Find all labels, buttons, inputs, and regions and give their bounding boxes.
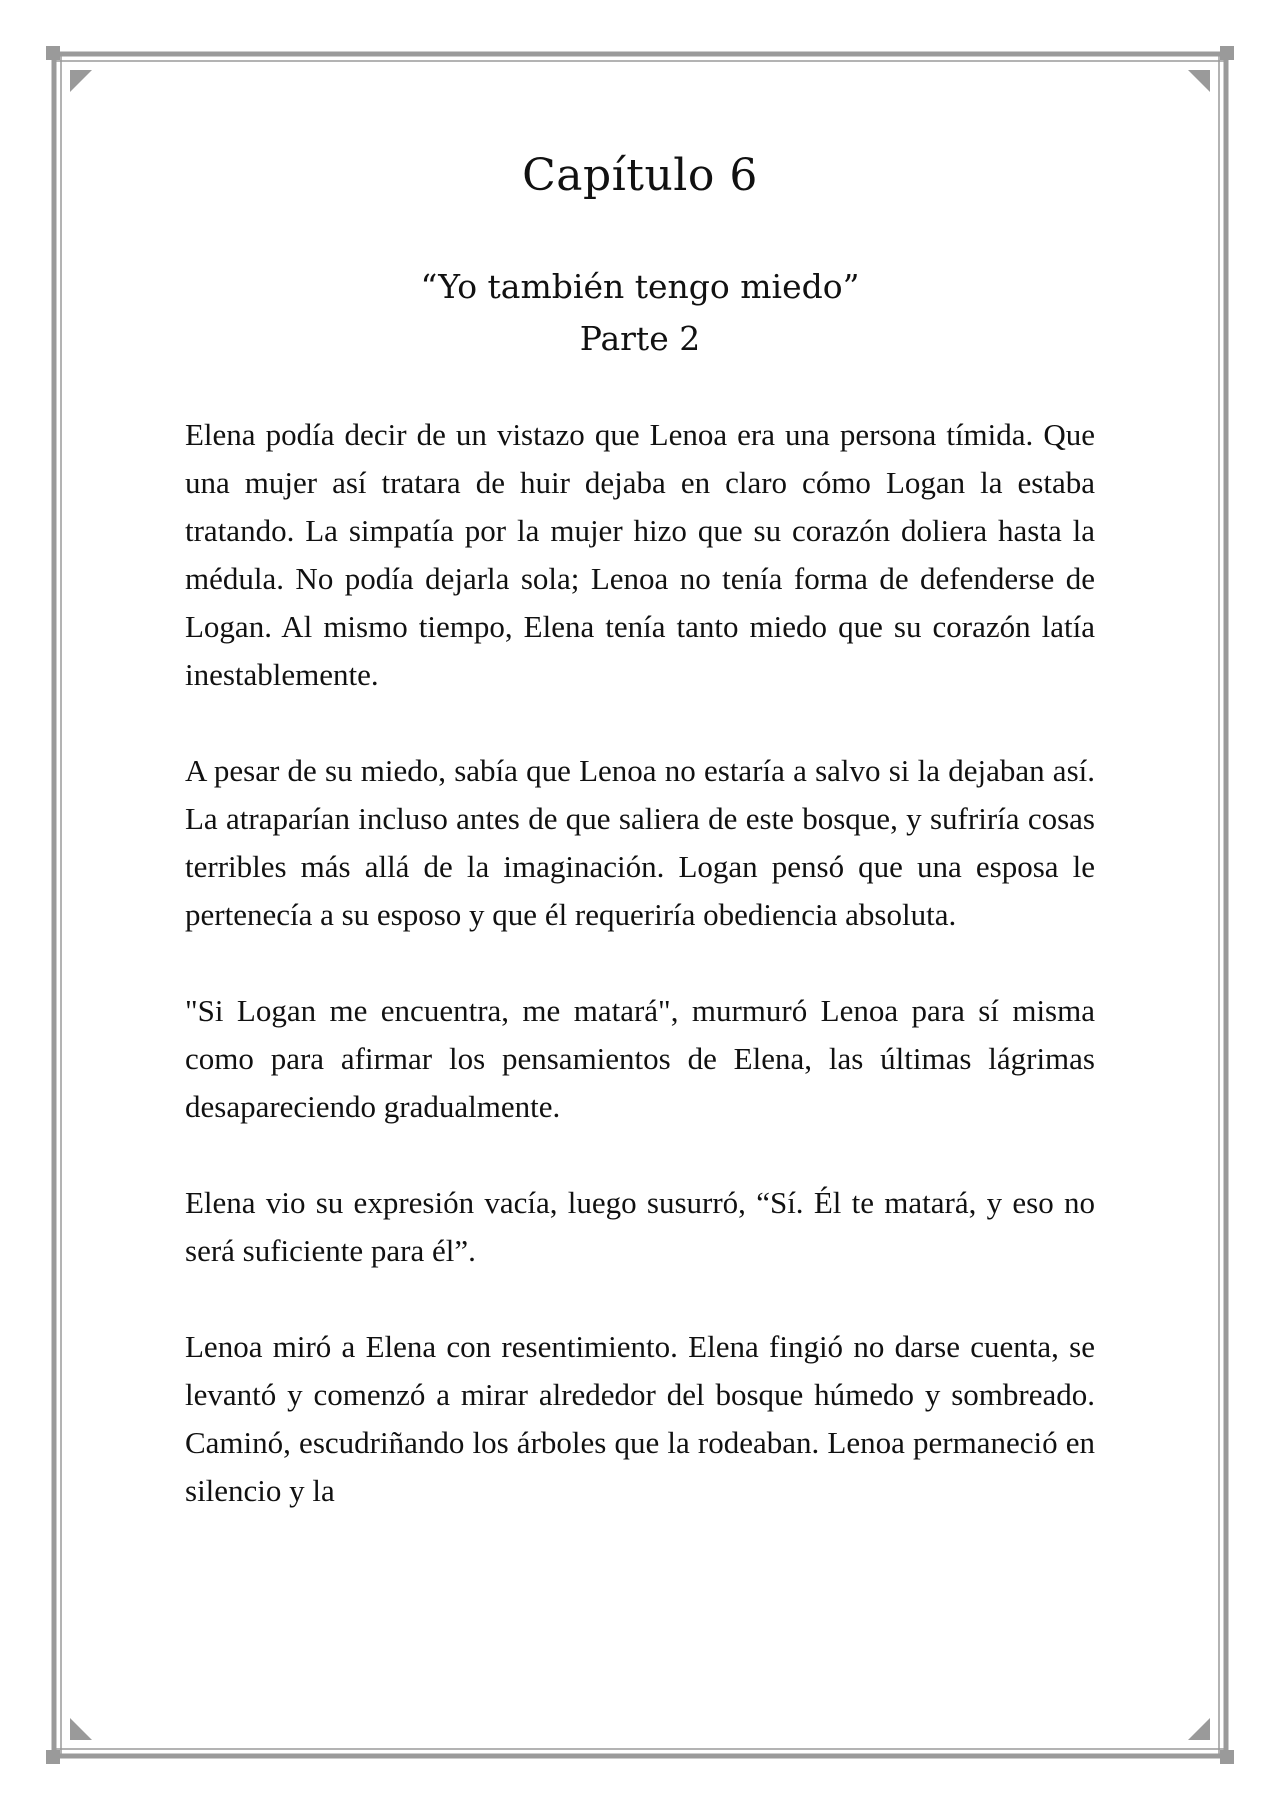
paragraph: "Si Logan me encuentra, me matará", murmuró Lenoa para sí misma como para afirmar los pensamientos de Elena, las últimas lágrimas desapareciendo gradualmente. bbox=[185, 992, 1095, 1124]
paragraph: A pesar de su miedo, sabía que Lenoa no estaría a salvo si la dejaban así. La atraparían incluso antes de que saliera de este bosque, y sufriría cosas terribles más allá de la imaginación. Logan pensó que una esposa le pertenecía a su esposo y que él requeriría obediencia absoluta. bbox=[185, 752, 1095, 932]
corner-triangle-bottom-left bbox=[70, 1718, 92, 1740]
corner-triangle-top-left bbox=[70, 70, 92, 92]
corner-triangle-bottom-right bbox=[1188, 1718, 1210, 1740]
chapter-subtitle: “Yo también tengo miedo” bbox=[420, 266, 860, 306]
paragraph: Elena podía decir de un vistazo que Lenoa era una persona tímida. Que una mujer así tratara de huir dejaba en claro cómo Logan la estaba tratando. La simpatía por la mujer hizo que su corazón doliera hasta la médula. No podía dejarla sola; Lenoa no tenía forma de defenderse de Logan. Al mismo tiempo, Elena tenía tanto miedo que su corazón latía inestablemente. bbox=[185, 416, 1095, 692]
paragraph: Elena vio su expresión vacía, luego susurró, “Sí. Él te matará, y eso no será suficiente para él”. bbox=[185, 1184, 1095, 1268]
corner-ornament-bottom-right bbox=[1220, 1750, 1234, 1764]
corner-triangle-top-right bbox=[1188, 70, 1210, 92]
corner-ornament-top-right bbox=[1220, 46, 1234, 60]
corner-ornament-bottom-left bbox=[46, 1750, 60, 1764]
page-content bbox=[185, 150, 1095, 1563]
paragraph: Lenoa miró a Elena con resentimiento. Elena fingió no darse cuenta, se levantó y comenzó a mirar alrededor del bosque húmedo y sombreado. Caminó, escudriñando los árboles que la rodeaban. Lenoa permaneció en silencio y la bbox=[185, 1328, 1095, 1508]
chapter-part: Parte 2 bbox=[579, 318, 701, 358]
body-text bbox=[185, 411, 1095, 1515]
chapter-title: Capítulo 6 bbox=[522, 150, 758, 201]
chapter-subtitle-block bbox=[185, 261, 1095, 365]
corner-ornament-top-left bbox=[46, 46, 60, 60]
